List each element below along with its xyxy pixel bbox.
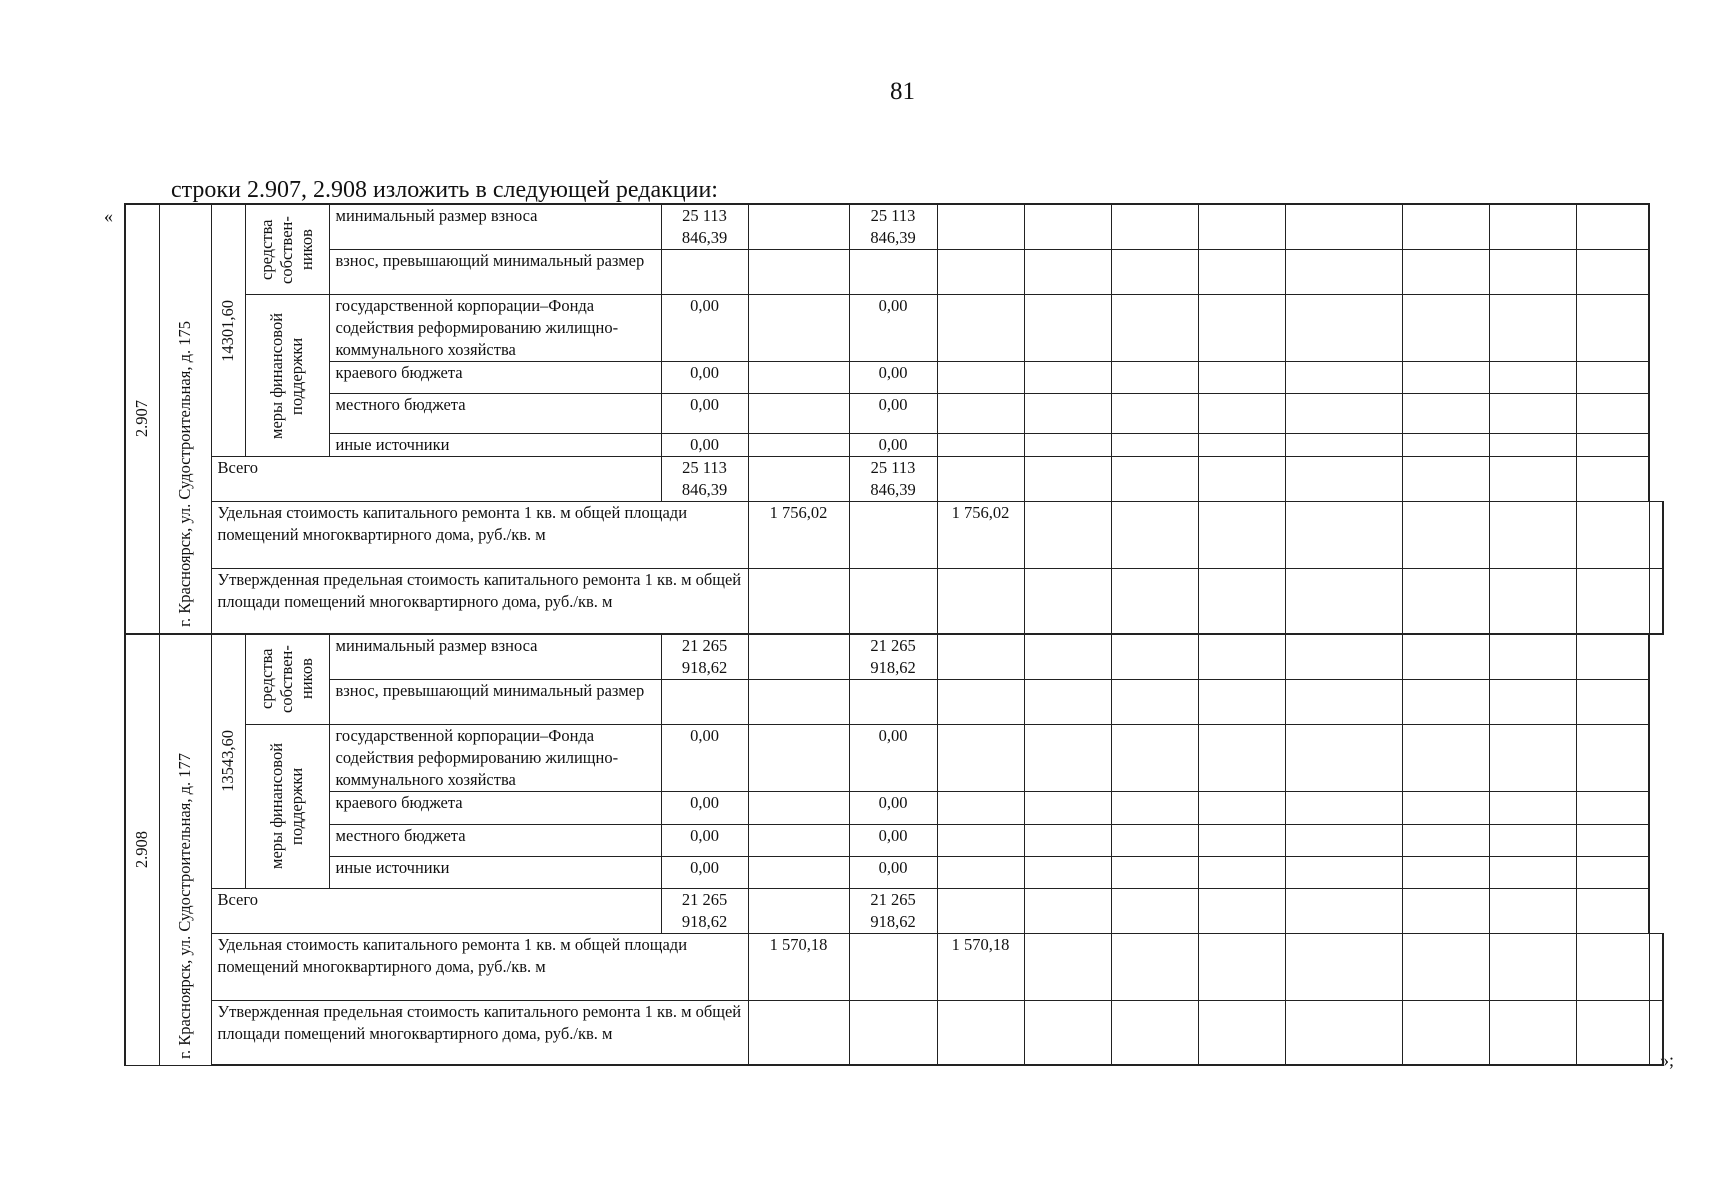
- empty-cell: [1285, 634, 1402, 680]
- owner-funds-label: [245, 634, 329, 725]
- close-quote: »;: [1660, 1050, 1675, 1070]
- empty-cell: [748, 824, 849, 856]
- row-label: краевого бюджета: [329, 791, 661, 824]
- empty-cell: [937, 250, 1024, 295]
- building-address-text: г. Красноярск, ул. Судостроительная, д. 175: [175, 320, 194, 627]
- empty-cell: [748, 888, 849, 933]
- empty-cell: [1576, 502, 1649, 569]
- empty-cell: [1402, 434, 1489, 457]
- table-row: [125, 502, 1663, 569]
- table-row: [125, 295, 1663, 362]
- record-number-text: 2.908: [132, 830, 152, 869]
- empty-cell: [1285, 502, 1402, 569]
- value-cell: 0,00: [661, 824, 748, 856]
- empty-cell: [1489, 824, 1576, 856]
- empty-cell: [1024, 724, 1111, 791]
- building-area: [211, 204, 245, 457]
- value-cell: 21 265 918,62: [849, 888, 937, 933]
- empty-cell: [937, 791, 1024, 824]
- value-cell: 25 113 846,39: [661, 204, 748, 250]
- building-address: [159, 634, 211, 1066]
- empty-cell: [1024, 1000, 1111, 1065]
- empty-cell: [1402, 724, 1489, 791]
- empty-cell: [1402, 204, 1489, 250]
- empty-cell: [1111, 394, 1198, 434]
- empty-cell: [1111, 362, 1198, 394]
- empty-cell: [748, 791, 849, 824]
- empty-cell: [1285, 791, 1402, 824]
- empty-cell: [1576, 1000, 1649, 1065]
- value-cell: 0,00: [661, 394, 748, 434]
- empty-cell: [1024, 457, 1111, 502]
- empty-cell: [937, 394, 1024, 434]
- empty-cell: [1489, 888, 1576, 933]
- open-quote: «: [104, 206, 113, 226]
- empty-cell: [748, 362, 849, 394]
- value-cell: [937, 1000, 1024, 1065]
- value-cell: 0,00: [661, 295, 748, 362]
- empty-cell: [1285, 394, 1402, 434]
- table-row: [125, 362, 1663, 394]
- value-cell: 1 756,02: [937, 502, 1024, 569]
- empty-cell: [1198, 824, 1285, 856]
- value-cell: 1 570,18: [748, 933, 849, 1000]
- value-cell: [661, 679, 748, 724]
- empty-cell: [1402, 1000, 1489, 1065]
- empty-cell: [1402, 933, 1489, 1000]
- empty-cell: [748, 250, 849, 295]
- empty-cell: [1649, 933, 1663, 1000]
- table-row: [125, 824, 1663, 856]
- empty-cell: [1489, 362, 1576, 394]
- empty-cell: [1024, 888, 1111, 933]
- repair-cost-table: [124, 203, 1664, 1066]
- table-row: [125, 933, 1663, 1000]
- row-label: Утвержденная предельная стоимость капитального ремонта 1 кв. м общей площади помещений многоквартирного дома, руб./кв. м: [211, 569, 748, 634]
- value-cell: 0,00: [661, 791, 748, 824]
- empty-cell: [937, 295, 1024, 362]
- building-area-text: 13543,60: [218, 730, 237, 792]
- empty-cell: [1576, 888, 1649, 933]
- empty-cell: [748, 724, 849, 791]
- value-cell: 25 113 846,39: [661, 457, 748, 502]
- empty-cell: [1576, 824, 1649, 856]
- empty-cell: [1402, 250, 1489, 295]
- empty-cell: [1198, 569, 1285, 634]
- value-cell: [748, 1000, 849, 1065]
- empty-cell: [1285, 933, 1402, 1000]
- value-cell: [849, 679, 937, 724]
- financial-support-label: [245, 724, 329, 888]
- record-number-text: 2.907: [132, 400, 152, 438]
- value-cell: 0,00: [849, 724, 937, 791]
- empty-cell: [1285, 434, 1402, 457]
- row-label: минимальный размер взноса: [329, 634, 661, 680]
- empty-cell: [1576, 634, 1649, 680]
- empty-cell: [1576, 679, 1649, 724]
- table-row: [125, 1000, 1663, 1065]
- empty-cell: [1111, 295, 1198, 362]
- empty-cell: [1285, 295, 1402, 362]
- empty-cell: [1402, 502, 1489, 569]
- empty-cell: [1024, 856, 1111, 888]
- row-label: местного бюджета: [329, 394, 661, 434]
- empty-cell: [748, 434, 849, 457]
- row-label: взнос, превышающий минимальный размер: [329, 679, 661, 724]
- empty-cell: [1198, 856, 1285, 888]
- row-label: краевого бюджета: [329, 362, 661, 394]
- empty-cell: [849, 933, 937, 1000]
- empty-cell: [1402, 856, 1489, 888]
- empty-cell: [1111, 824, 1198, 856]
- empty-cell: [1402, 569, 1489, 634]
- empty-cell: [1111, 457, 1198, 502]
- empty-cell: [1489, 724, 1576, 791]
- empty-cell: [849, 1000, 937, 1065]
- row-label: взнос, превышающий минимальный размер: [329, 250, 661, 295]
- empty-cell: [1024, 362, 1111, 394]
- empty-cell: [1024, 295, 1111, 362]
- empty-cell: [1285, 856, 1402, 888]
- owner-funds-label-text: средства собствен-ников: [257, 215, 316, 284]
- value-cell: 25 113 846,39: [849, 204, 937, 250]
- value-cell: 21 265 918,62: [661, 634, 748, 680]
- empty-cell: [1198, 204, 1285, 250]
- empty-cell: [1285, 679, 1402, 724]
- empty-cell: [1198, 394, 1285, 434]
- empty-cell: [1024, 791, 1111, 824]
- empty-cell: [1198, 933, 1285, 1000]
- row-label: Утвержденная предельная стоимость капитального ремонта 1 кв. м общей площади помещений многоквартирного дома, руб./кв. м: [211, 1000, 748, 1065]
- empty-cell: [1576, 856, 1649, 888]
- empty-cell: [1111, 204, 1198, 250]
- empty-cell: [849, 502, 937, 569]
- empty-cell: [1285, 362, 1402, 394]
- empty-cell: [1111, 856, 1198, 888]
- empty-cell: [1024, 824, 1111, 856]
- empty-cell: [1576, 457, 1649, 502]
- value-cell: 0,00: [661, 434, 748, 457]
- empty-cell: [1024, 394, 1111, 434]
- empty-cell: [748, 204, 849, 250]
- empty-cell: [937, 856, 1024, 888]
- empty-cell: [1649, 1000, 1663, 1065]
- empty-cell: [1576, 394, 1649, 434]
- empty-cell: [1489, 679, 1576, 724]
- building-area-text: 14301,60: [218, 299, 237, 362]
- empty-cell: [1198, 724, 1285, 791]
- empty-cell: [1024, 933, 1111, 1000]
- empty-cell: [1198, 250, 1285, 295]
- empty-cell: [1576, 204, 1649, 250]
- table-row: [125, 634, 1663, 680]
- empty-cell: [1649, 502, 1663, 569]
- value-cell: 1 756,02: [748, 502, 849, 569]
- empty-cell: [1111, 1000, 1198, 1065]
- empty-cell: [1024, 434, 1111, 457]
- empty-cell: [1024, 250, 1111, 295]
- value-cell: 0,00: [849, 791, 937, 824]
- row-label: государственной корпорации–Фонда содействия реформированию жилищно-коммунального хозяйства: [329, 724, 661, 791]
- table-body: [125, 204, 1663, 1065]
- empty-cell: [1576, 250, 1649, 295]
- empty-cell: [1285, 250, 1402, 295]
- value-cell: 25 113 846,39: [849, 457, 937, 502]
- empty-cell: [1489, 933, 1576, 1000]
- empty-cell: [1489, 434, 1576, 457]
- empty-cell: [1285, 1000, 1402, 1065]
- row-label: Всего: [211, 457, 661, 502]
- empty-cell: [1402, 634, 1489, 680]
- table-row: [125, 434, 1663, 457]
- empty-cell: [1024, 569, 1111, 634]
- row-label: иные источники: [329, 856, 661, 888]
- empty-cell: [1111, 569, 1198, 634]
- table-row: [125, 679, 1663, 724]
- empty-cell: [1402, 394, 1489, 434]
- empty-cell: [1198, 888, 1285, 933]
- table-row: [125, 888, 1663, 933]
- table-row: [125, 569, 1663, 634]
- empty-cell: [1198, 791, 1285, 824]
- table-row: [125, 791, 1663, 824]
- empty-cell: [1198, 634, 1285, 680]
- row-label: Удельная стоимость капитального ремонта 1 кв. м общей площади помещений многоквартирного дома, руб./кв. м: [211, 933, 748, 1000]
- value-cell: 0,00: [849, 295, 937, 362]
- value-cell: 21 265 918,62: [661, 888, 748, 933]
- table-row: [125, 457, 1663, 502]
- empty-cell: [1489, 502, 1576, 569]
- empty-cell: [1285, 888, 1402, 933]
- value-cell: 0,00: [849, 434, 937, 457]
- empty-cell: [1649, 569, 1663, 634]
- row-label: Всего: [211, 888, 661, 933]
- empty-cell: [748, 394, 849, 434]
- empty-cell: [1489, 295, 1576, 362]
- empty-cell: [1489, 457, 1576, 502]
- empty-cell: [748, 679, 849, 724]
- value-cell: 0,00: [661, 856, 748, 888]
- empty-cell: [1576, 362, 1649, 394]
- table-row: [125, 394, 1663, 434]
- empty-cell: [1024, 679, 1111, 724]
- empty-cell: [1576, 569, 1649, 634]
- empty-cell: [937, 434, 1024, 457]
- empty-cell: [1489, 634, 1576, 680]
- financial-support-label-text: меры финансовой поддержки: [267, 312, 306, 439]
- empty-cell: [1198, 434, 1285, 457]
- owner-funds-label: [245, 204, 329, 295]
- value-cell: 0,00: [849, 394, 937, 434]
- empty-cell: [1111, 634, 1198, 680]
- empty-cell: [1489, 250, 1576, 295]
- empty-cell: [748, 295, 849, 362]
- value-cell: [937, 569, 1024, 634]
- value-cell: 0,00: [849, 856, 937, 888]
- empty-cell: [937, 362, 1024, 394]
- empty-cell: [937, 457, 1024, 502]
- record-number: [125, 204, 159, 634]
- value-cell: 0,00: [661, 724, 748, 791]
- row-label: государственной корпорации–Фонда содействия реформированию жилищно-коммунального хозяйства: [329, 295, 661, 362]
- value-cell: [748, 569, 849, 634]
- page-number: 81: [890, 78, 915, 105]
- value-cell: 0,00: [661, 362, 748, 394]
- owner-funds-label-text: средства собствен-ников: [257, 645, 316, 713]
- empty-cell: [1111, 724, 1198, 791]
- empty-cell: [1285, 457, 1402, 502]
- empty-cell: [1489, 204, 1576, 250]
- empty-cell: [1285, 569, 1402, 634]
- intro-text: строки 2.907, 2.908 изложить в следующей редакции:: [171, 177, 718, 203]
- empty-cell: [1198, 295, 1285, 362]
- empty-cell: [1111, 502, 1198, 569]
- empty-cell: [1402, 362, 1489, 394]
- empty-cell: [1402, 295, 1489, 362]
- row-label: Удельная стоимость капитального ремонта 1 кв. м общей площади помещений многоквартирного дома, руб./кв. м: [211, 502, 748, 569]
- empty-cell: [1198, 1000, 1285, 1065]
- table-row: [125, 856, 1663, 888]
- empty-cell: [1285, 724, 1402, 791]
- empty-cell: [1198, 457, 1285, 502]
- record-number: [125, 634, 159, 1066]
- empty-cell: [1402, 791, 1489, 824]
- empty-cell: [1576, 724, 1649, 791]
- financial-support-label-text: меры финансовой поддержки: [267, 742, 306, 870]
- building-address-text: г. Красноярск, ул. Судостроительная, д. 177: [175, 752, 194, 1059]
- empty-cell: [937, 824, 1024, 856]
- empty-cell: [1402, 888, 1489, 933]
- empty-cell: [1198, 502, 1285, 569]
- value-cell: 1 570,18: [937, 933, 1024, 1000]
- empty-cell: [1576, 434, 1649, 457]
- building-area: [211, 634, 245, 889]
- empty-cell: [1285, 824, 1402, 856]
- row-label: минимальный размер взноса: [329, 204, 661, 250]
- empty-cell: [1024, 204, 1111, 250]
- empty-cell: [1285, 204, 1402, 250]
- empty-cell: [937, 634, 1024, 680]
- row-label: местного бюджета: [329, 824, 661, 856]
- table-row: [125, 724, 1663, 791]
- value-cell: [849, 250, 937, 295]
- empty-cell: [937, 679, 1024, 724]
- empty-cell: [748, 634, 849, 680]
- empty-cell: [937, 888, 1024, 933]
- value-cell: 21 265 918,62: [849, 634, 937, 680]
- empty-cell: [1576, 933, 1649, 1000]
- empty-cell: [748, 457, 849, 502]
- empty-cell: [1198, 362, 1285, 394]
- empty-cell: [1111, 434, 1198, 457]
- empty-cell: [1576, 295, 1649, 362]
- empty-cell: [937, 724, 1024, 791]
- empty-cell: [1111, 679, 1198, 724]
- empty-cell: [1402, 679, 1489, 724]
- row-label: иные источники: [329, 434, 661, 457]
- empty-cell: [1111, 250, 1198, 295]
- financial-support-label: [245, 295, 329, 457]
- empty-cell: [1111, 791, 1198, 824]
- table-row: [125, 204, 1663, 250]
- empty-cell: [1111, 933, 1198, 1000]
- empty-cell: [748, 856, 849, 888]
- empty-cell: [1402, 824, 1489, 856]
- empty-cell: [937, 204, 1024, 250]
- empty-cell: [1111, 888, 1198, 933]
- empty-cell: [1024, 502, 1111, 569]
- empty-cell: [1489, 394, 1576, 434]
- value-cell: 0,00: [849, 362, 937, 394]
- empty-cell: [1024, 634, 1111, 680]
- empty-cell: [1198, 679, 1285, 724]
- building-address: [159, 204, 211, 634]
- table-row: [125, 250, 1663, 295]
- value-cell: 0,00: [849, 824, 937, 856]
- value-cell: [661, 250, 748, 295]
- empty-cell: [1576, 791, 1649, 824]
- empty-cell: [1489, 1000, 1576, 1065]
- empty-cell: [1402, 457, 1489, 502]
- empty-cell: [849, 569, 937, 634]
- empty-cell: [1489, 791, 1576, 824]
- empty-cell: [1489, 856, 1576, 888]
- empty-cell: [1489, 569, 1576, 634]
